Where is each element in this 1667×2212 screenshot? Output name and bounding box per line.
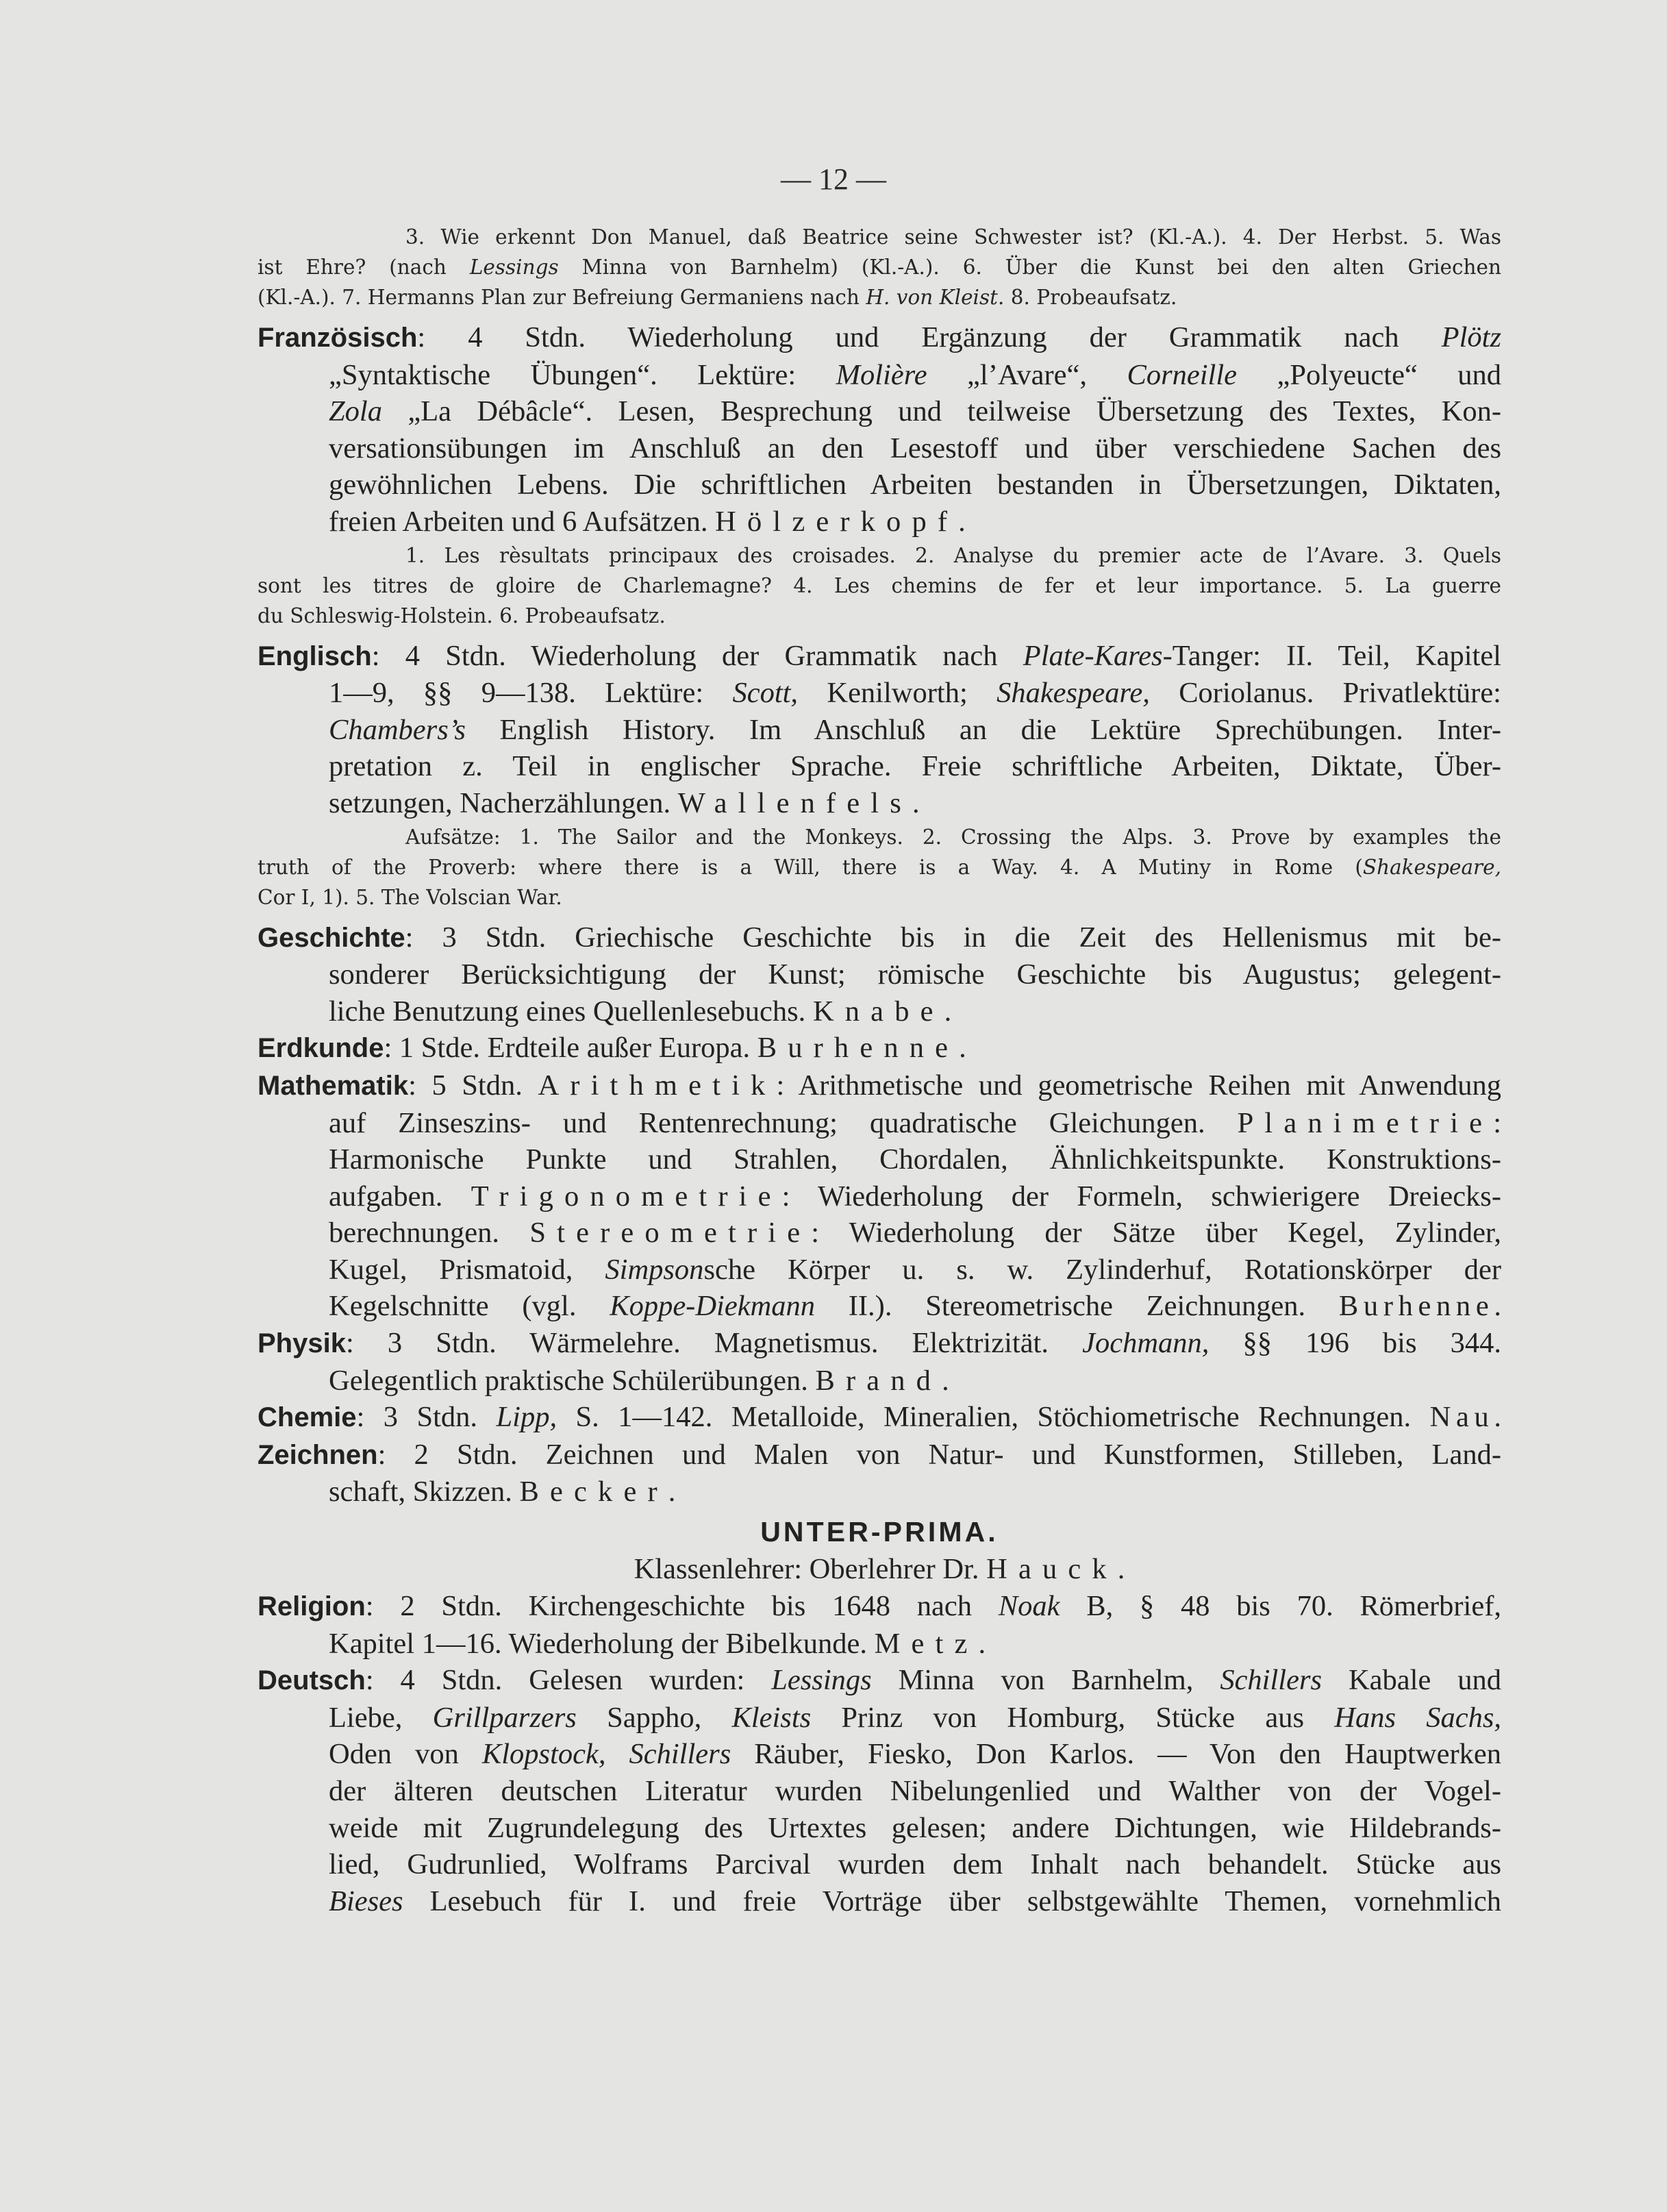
text-line: schaft, Skizzen. Becker. bbox=[329, 1476, 676, 1508]
text-line: gewöhnlichen Lebens. Die schriftlichen Arbeiten bestanden in Übersetzungen, Diktaten, bbox=[329, 469, 1501, 501]
text-line: aufgaben. Trigonometrie: Wiederholung der Formeln, schwierigere Dreiecks- bbox=[329, 1180, 1501, 1213]
text-line: auf Zinseszins- und Rentenrechnung; quadratische Gleichungen. Planimetrie: bbox=[329, 1106, 1501, 1139]
section-physik bbox=[258, 1325, 1501, 1399]
text-line: Physik: 3 Stdn. Wärmelehre. Magnetismus. Elektrizität. Jochmann, §§ 196 bis 344. bbox=[258, 1327, 1501, 1360]
section-religion bbox=[258, 1588, 1501, 1662]
text-line: Zola „La Débâcle“. Lesen, Besprechung und teilweise Übersetzung des Textes, Kon- bbox=[329, 395, 1501, 428]
section-englisch bbox=[258, 638, 1501, 822]
note-line: Aufsätze: 1. The Sailor and the Monkeys. 2. Crossing the Alps. 3. Prove by examples the bbox=[405, 825, 1501, 849]
teacher-name: Knabe bbox=[812, 995, 944, 1028]
teacher-name: Hauck bbox=[986, 1553, 1118, 1586]
teacher-name: Becker bbox=[519, 1476, 668, 1508]
section-chemie bbox=[258, 1399, 1501, 1437]
text-line: Oden von Klopstock, Schillers Räuber, Fiesko, Don Karlos. — Von den Hauptwerken bbox=[329, 1738, 1501, 1771]
note-line: truth of the Proverb: where there is a Will, there is a Way. 4. A Mutiny in Rome (Shakespeare, bbox=[258, 855, 1501, 879]
section-zeichnen bbox=[258, 1437, 1501, 1511]
text-line: freien Arbeiten und 6 Aufsätzen. Hölzerkopf. bbox=[329, 505, 966, 538]
class-heading: UNTER-PRIMA. bbox=[760, 1516, 999, 1548]
teacher-name: Brand bbox=[815, 1364, 942, 1397]
text-line: Kapitel 1—16. Wiederholung der Bibelkunde. Metz. bbox=[329, 1627, 986, 1660]
text-line: Deutsch: 4 Stdn. Gelesen wurden: Lessings Minna von Barnhelm, Schillers Kabale und bbox=[258, 1664, 1501, 1697]
subject-heading: Französisch bbox=[258, 323, 418, 353]
text-line: Liebe, Grillparzers Sappho, Kleists Prinz von Homburg, Stücke aus Hans Sachs, bbox=[329, 1701, 1502, 1734]
note-line: ist Ehre? (nach Lessings Minna von Barnhelm) (Kl.-A.). 6. Über die Kunst bei den alten Griechen bbox=[258, 256, 1501, 279]
text-line: „Syntaktische Übungen“. Lektüre: Molière „l’Avare“, Corneille „Polyeucte“ und bbox=[329, 358, 1501, 391]
text-line: setzungen, Nacherzählungen. Wallenfels. bbox=[329, 786, 920, 819]
text-line: liche Benutzung eines Quellenlesebuchs. Knabe. bbox=[329, 995, 952, 1028]
section-franzoesisch bbox=[258, 319, 1501, 540]
text-line: Englisch: 4 Stdn. Wiederholung der Grammatik nach Plate-Kares-Tanger: II. Teil, Kapitel bbox=[258, 639, 1501, 672]
teacher-name: Wallenfels bbox=[677, 786, 912, 819]
text-line: berechnungen. Stereometrie: Wiederholung der Sätze über Kegel, Zylinder, bbox=[329, 1217, 1502, 1250]
teacher-name: Burhenne bbox=[757, 1032, 960, 1065]
essay-topics-deutsch bbox=[258, 222, 1501, 312]
text-line: Chemie: 3 Stdn. Lipp, S. 1—142. Metalloide, Mineralien, Stöchiometrische Rechnungen. Nau. bbox=[258, 1401, 1501, 1434]
section-erdkunde bbox=[258, 1030, 1501, 1067]
text-line: der älteren deutschen Literatur wurden Nibelungenlied und Walther von der Vogel- bbox=[329, 1775, 1501, 1807]
text-line: versationsübungen im Anschluß an den Lesestoff und über verschiedene Sachen des bbox=[329, 432, 1501, 464]
page-body bbox=[258, 222, 1501, 1919]
note-line: sont les titres de gloire de Charlemagne? 4. Les chemins de fer et leur importance. 5. La guerre bbox=[258, 573, 1501, 597]
text-line: 1—9, §§ 9—138. Lektüre: Scott, Kenilworth; Shakespeare, Coriolanus. Privatlektüre: bbox=[329, 677, 1501, 710]
text-line: Gelegentlich praktische Schülerübungen. Brand. bbox=[329, 1364, 949, 1397]
text-line: Zeichnen: 2 Stdn. Zeichnen und Malen von Natur- und Kunstformen, Stilleben, Land- bbox=[258, 1438, 1501, 1471]
note-line: Cor I, 1). 5. The Volscian War. bbox=[258, 885, 562, 909]
subject-heading: Chemie bbox=[258, 1402, 357, 1433]
subject-heading: Physik bbox=[258, 1328, 346, 1359]
teacher-name: Hölzerkopf bbox=[715, 505, 959, 538]
subject-heading: Religion bbox=[258, 1591, 366, 1622]
note-line: 1. Les rèsultats principaux des croisades. 2. Analyse du premier acte de l’Avare. 3. Quels bbox=[405, 543, 1501, 567]
subject-heading: Deutsch bbox=[258, 1665, 366, 1696]
subject-heading: Englisch bbox=[258, 641, 372, 671]
essay-topics-englisch bbox=[258, 822, 1501, 912]
teacher-name: Nau bbox=[1429, 1401, 1494, 1434]
text-line: Mathematik: 5 Stdn. Arithmetik: Arithmetische und geometrische Reihen mit Anwendung bbox=[258, 1069, 1501, 1102]
text-line: Bieses Lesebuch für I. und freie Vorträge über selbstgewählte Themen, vornehmlich bbox=[329, 1885, 1501, 1917]
class-teacher-line: Klassenlehrer: Oberlehrer Dr. Hauck. bbox=[634, 1553, 1125, 1586]
note-line: du Schleswig-Holstein. 6. Probeaufsatz. bbox=[258, 604, 666, 627]
section-geschichte bbox=[258, 919, 1501, 1030]
note-line: (Kl.-A.). 7. Hermanns Plan zur Befreiung Germaniens nach H. von Kleist. 8. Probeaufsatz. bbox=[258, 286, 1177, 309]
text-line: weide mit Zugrundelegung des Urtextes gelesen; andere Dichtungen, wie Hildebrands- bbox=[329, 1811, 1501, 1844]
text-line: lied, Gudrunlied, Wolframs Parcival wurden dem Inhalt nach behandelt. Stücke aus bbox=[329, 1848, 1501, 1881]
text-line: Harmonische Punkte und Strahlen, Chordalen, Ähnlichkeitspunkte. Konstruktions- bbox=[329, 1143, 1501, 1176]
subject-heading: Geschichte bbox=[258, 922, 405, 953]
section-mathematik bbox=[258, 1067, 1501, 1325]
text-line: Kegelschnitte (vgl. Koppe-Diekmann II.). Stereometrische Zeichnungen. Burhenne. bbox=[329, 1290, 1501, 1323]
text-line: Chambers’s English History. Im Anschluß an die Lektüre Sprechübungen. Inter- bbox=[329, 713, 1501, 746]
text-line: sonderer Berücksichtigung der Kunst; römische Geschichte bis Augustus; gelegent- bbox=[329, 958, 1501, 991]
subject-heading: Mathematik bbox=[258, 1070, 409, 1101]
section-deutsch bbox=[258, 1662, 1501, 1919]
text-line: Französisch: 4 Stdn. Wiederholung und Ergänzung der Grammatik nach Plötz bbox=[258, 321, 1501, 353]
text-line: Geschichte: 3 Stdn. Griechische Geschichte bis in die Zeit des Hellenismus mit be- bbox=[258, 921, 1501, 954]
teacher-name: Burhenne bbox=[1338, 1290, 1494, 1323]
text-line: Erdkunde: 1 Stde. Erdteile außer Europa. Burhenne. bbox=[258, 1032, 966, 1065]
essay-topics-franzoesisch bbox=[258, 540, 1501, 631]
page-number: — 12 — bbox=[781, 162, 886, 196]
text-line: Kugel, Prismatoid, Simpsonsche Körper u. s. w. Zylinderhuf, Rotationskörper der bbox=[329, 1253, 1501, 1286]
subject-heading: Zeichnen bbox=[258, 1439, 378, 1470]
text-line: Religion: 2 Stdn. Kirchengeschichte bis 1648 nach Noak B, § 48 bis 70. Römerbrief, bbox=[258, 1590, 1501, 1623]
teacher-name: Metz bbox=[874, 1627, 979, 1660]
text-line: pretation z. Teil in englischer Sprache. Freie schriftliche Arbeiten, Diktate, Über- bbox=[329, 750, 1501, 783]
note-line: 3. Wie erkennt Don Manuel, daß Beatrice seine Schwester ist? (Kl.-A.). 4. Der Herbst. 5. Was bbox=[405, 225, 1501, 249]
subject-heading: Erdkunde bbox=[258, 1033, 384, 1064]
